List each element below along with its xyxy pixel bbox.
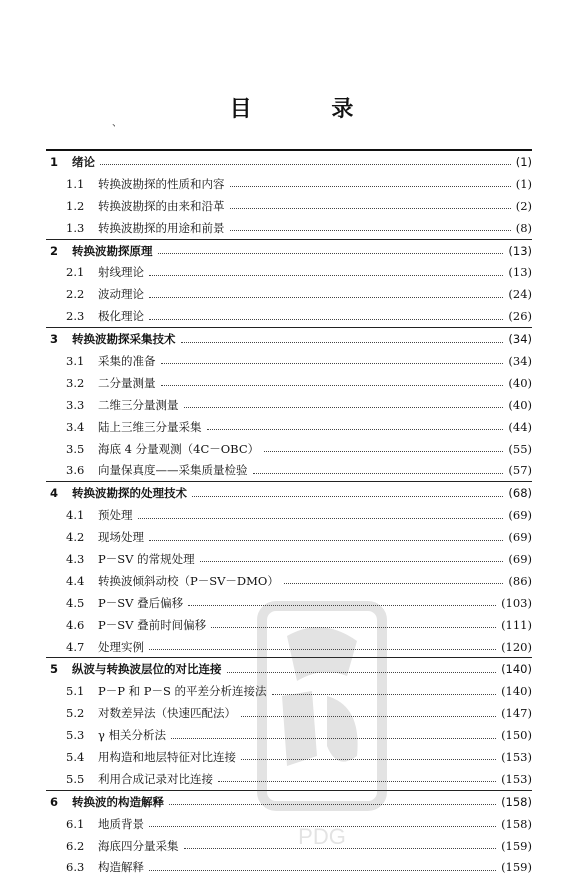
toc-leader-dots	[149, 297, 503, 298]
toc-entry-page: (34)	[508, 332, 532, 347]
toc-section-row[interactable]	[46, 438, 532, 460]
toc-entry-title: 地质背景	[98, 816, 144, 831]
toc-entry-number: 1.3	[66, 220, 85, 235]
toc-entry-title: 转换波勘探的性质和内容	[98, 176, 225, 191]
scan-speck: 、	[112, 118, 122, 129]
toc-leader-dots	[149, 540, 503, 541]
toc-entry-page: (57)	[508, 463, 532, 478]
toc-entry-number: 2.2	[66, 287, 85, 302]
toc-section-row[interactable]	[46, 261, 532, 283]
toc-entry-title: 绪论	[72, 154, 95, 169]
toc-entry-title: P－P 和 P－S 的平差分析连接法	[98, 684, 267, 699]
toc-entry-page: (111)	[501, 617, 532, 632]
toc-entry-number: 4.1	[66, 508, 85, 523]
toc-entry-page: (13)	[508, 265, 532, 280]
toc-entry-number: 6.3	[66, 860, 85, 875]
toc-entry-page: (2)	[515, 198, 532, 213]
toc-entry-number: 4.4	[66, 573, 85, 588]
toc-entry-page: (69)	[508, 530, 532, 545]
toc-entry-number: 2.3	[66, 309, 85, 324]
toc-entry-title: 转换波勘探的处理技术	[72, 486, 187, 501]
toc-entry-title: P－SV 叠后偏移	[98, 595, 184, 610]
toc-entry-title: 陆上三维三分量采集	[98, 419, 202, 434]
toc-entry-title: 处理实例	[98, 639, 144, 654]
toc-entry-page: (147)	[501, 706, 532, 721]
toc-entry-number: 4.3	[66, 551, 85, 566]
toc-entry-page: (34)	[508, 353, 532, 368]
toc-entry-title: 现场处理	[98, 530, 144, 545]
toc-entry-number: 3.5	[66, 441, 85, 456]
toc-entry-page: (68)	[508, 486, 532, 501]
toc-entry-number: 1.2	[66, 198, 85, 213]
toc-leader-dots	[138, 518, 504, 519]
toc-section-row[interactable]	[46, 195, 532, 217]
toc-entry-page: (158)	[501, 816, 532, 831]
toc-entry-number: 4	[50, 486, 59, 501]
toc-entry-page: (40)	[508, 397, 532, 412]
toc-leader-dots	[181, 342, 504, 343]
toc-entry-title: 二分量测量	[98, 375, 156, 390]
toc-entry-number: 3.6	[66, 463, 85, 478]
toc-entry-number: 5	[50, 662, 59, 677]
toc-entry-title: 采集的准备	[98, 353, 156, 368]
toc-entry-number: 3	[50, 332, 59, 347]
toc-section-row[interactable]	[46, 570, 532, 592]
toc-entry-number: 3.3	[66, 397, 85, 412]
toc-leader-dots	[158, 253, 504, 254]
toc-entry-page: (69)	[508, 551, 532, 566]
toc-entry-number: 5.1	[66, 684, 85, 699]
toc-entry-title: 转换波勘探的用途和前景	[98, 220, 225, 235]
toc-entry-page: (86)	[508, 573, 532, 588]
toc-leader-dots	[207, 429, 504, 430]
toc-leader-dots	[253, 473, 504, 474]
toc-entry-number: 6.1	[66, 816, 85, 831]
toc-entry-title: 对数差异法（快速匹配法）	[98, 706, 236, 721]
toc-leader-dots	[161, 385, 504, 386]
toc-entry-number: 6	[50, 794, 59, 809]
toc-entry-number: 5.3	[66, 728, 85, 743]
toc-entry-title: 转换波勘探的由来和沿革	[98, 198, 225, 213]
toc-entry-number: 5.2	[66, 706, 85, 721]
watermark-seal	[232, 596, 402, 876]
toc-section-row[interactable]	[46, 548, 532, 570]
toc-entry-page: (159)	[501, 860, 532, 875]
toc-entry-title: 纵波与转换波层位的对比连接	[72, 662, 222, 677]
toc-leader-dots	[100, 164, 511, 165]
toc-entry-page: (153)	[501, 749, 532, 764]
toc-entry-page: (69)	[508, 508, 532, 523]
toc-chapter-row[interactable]	[46, 327, 532, 350]
toc-chapter-row[interactable]	[46, 481, 532, 504]
toc-chapter-row[interactable]	[46, 239, 532, 262]
toc-section-row[interactable]	[46, 459, 532, 481]
toc-leader-dots	[161, 363, 504, 364]
toc-entry-number: 3.4	[66, 419, 85, 434]
toc-entry-number: 1.1	[66, 176, 85, 191]
toc-entry-number: 4.6	[66, 617, 85, 632]
toc-entry-title: 构造解释	[98, 860, 144, 875]
toc-section-row[interactable]	[46, 305, 532, 327]
toc-entry-page: (13)	[508, 243, 532, 258]
toc-entry-page: (1)	[515, 154, 532, 169]
toc-entry-page: (153)	[501, 771, 532, 786]
toc-entry-number: 5.4	[66, 749, 85, 764]
toc-entry-title: P－SV 的常规处理	[98, 551, 195, 566]
toc-entry-title: 转换波倾斜动校（P－SV－DMO）	[98, 573, 279, 588]
toc-entry-title: 转换波勘探采集技术	[72, 332, 176, 347]
toc-leader-dots	[230, 208, 511, 209]
toc-entry-page: (8)	[515, 220, 532, 235]
toc-entry-number: 1	[50, 154, 59, 169]
toc-leader-dots	[149, 319, 503, 320]
toc-entry-number: 4.5	[66, 595, 85, 610]
watermark-text: PDG	[298, 824, 346, 849]
toc-section-row[interactable]	[46, 350, 532, 372]
toc-leader-dots	[284, 583, 504, 584]
toc-section-row[interactable]	[46, 283, 532, 305]
toc-section-row[interactable]	[46, 394, 532, 416]
toc-entry-title: 射线理论	[98, 265, 144, 280]
toc-entry-number: 5.5	[66, 771, 85, 786]
toc-section-row[interactable]	[46, 173, 532, 195]
toc-entry-title: 二维三分量测量	[98, 397, 179, 412]
toc-leader-dots	[192, 496, 503, 497]
toc-section-row[interactable]	[46, 504, 532, 526]
toc-entry-page: (103)	[501, 595, 532, 610]
toc-entry-page: (24)	[508, 287, 532, 302]
toc-entry-title: 用构造和地层特征对比连接	[98, 749, 236, 764]
toc-leader-dots	[200, 561, 504, 562]
toc-leader-dots	[184, 407, 504, 408]
toc-leader-dots	[149, 275, 503, 276]
toc-entry-title: 利用合成记录对比连接	[98, 771, 213, 786]
toc-entry-number: 6.2	[66, 838, 85, 853]
toc-entry-number: 4.2	[66, 530, 85, 545]
toc-section-row[interactable]	[46, 372, 532, 394]
toc-entry-page: (55)	[508, 441, 532, 456]
toc-entry-title: 转换波勘探原理	[72, 243, 153, 258]
page-title: 目 录	[229, 97, 390, 122]
toc-entry-number: 4.7	[66, 639, 85, 654]
toc-entry-number: 2.1	[66, 265, 85, 280]
toc-entry-page: (26)	[508, 309, 532, 324]
toc-leader-dots	[264, 451, 503, 452]
toc-entry-page: (120)	[501, 639, 532, 654]
toc-entry-title: 极化理论	[98, 309, 144, 324]
toc-entry-title: 海底四分量采集	[98, 838, 179, 853]
toc-entry-page: (159)	[501, 838, 532, 853]
toc-entry-page: (140)	[501, 684, 532, 699]
toc-leader-dots	[230, 230, 511, 231]
toc-entry-number: 2	[50, 243, 59, 258]
toc-entry-page: (140)	[501, 662, 532, 677]
toc-entry-title: 海底 4 分量观测（4C－OBC）	[98, 441, 260, 456]
toc-entry-number: 3.2	[66, 375, 85, 390]
toc-entry-page: (44)	[508, 419, 532, 434]
toc-entry-page: (158)	[501, 794, 532, 809]
toc-entry-title: γ 相关分析法	[98, 728, 167, 743]
toc-entry-title: 波动理论	[98, 287, 144, 302]
toc-entry-title: 向量保真度——采集质量检验	[98, 463, 248, 478]
toc-entry-number: 3.1	[66, 353, 85, 368]
toc-entry-page: (1)	[515, 176, 532, 191]
toc-section-row[interactable]	[46, 416, 532, 438]
toc-leader-dots	[230, 186, 511, 187]
toc-section-row[interactable]	[46, 526, 532, 548]
toc-entry-page: (150)	[501, 728, 532, 743]
toc-entry-title: P－SV 叠前时间偏移	[98, 617, 207, 632]
toc-entry-title: 预处理	[98, 508, 133, 523]
toc-chapter-row[interactable]	[46, 149, 532, 173]
toc-entry-page: (40)	[508, 375, 532, 390]
toc-section-row[interactable]	[46, 217, 532, 239]
toc-entry-title: 转换波的构造解释	[72, 794, 164, 809]
